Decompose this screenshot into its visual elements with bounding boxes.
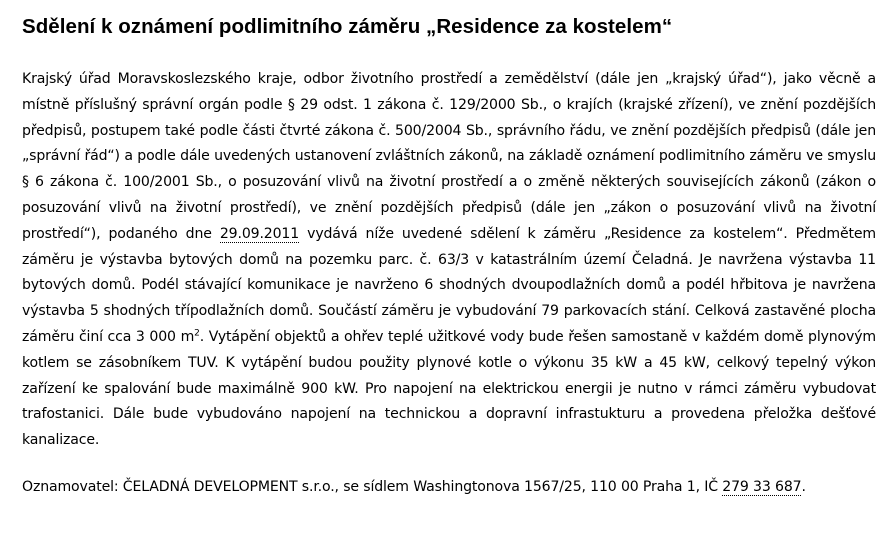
document-heading: Sdělení k oznámení podlimitního záměru „Residence za kostelem“ [22, 15, 673, 38]
submission-date: 29.09.2011 [219, 225, 300, 242]
notifier-end: . [801, 478, 806, 495]
paragraph-text-2: vydává níže uvedené sdělení k záměru „Residence za kostelem“. Předmětem záměru je výstavba bytových domů na pozemku parc. č. 63/3 v katastrálním území Čeladná. Je navržena výstavba 11 bytových domů. Podél stávající komunikace je navrženo 6 shodných dvoupodlažních domů a podél hřbitova je navržena výstavba 5 shodných třípodlažních domů. Součástí záměru je vybudování 79 parkovacích stání. Celková zastavěné plocha záměru činí cca 3 000 m [22, 225, 877, 345]
notifier-paragraph [22, 475, 876, 501]
notifier-text: Oznamovatel: ČELADNÁ DEVELOPMENT s.r.o., se sídlem Washingtonova 1567/25, 110 00 Praha 1, IČ [22, 478, 723, 495]
square-meter-superscript: 2 [194, 328, 200, 339]
document [22, 14, 876, 501]
paragraph-text-3: . Vytápění objektů a ohřev teplé užitkové vody bude řešen samostaně v každém domě plynovým kotlem se zásobníkem TUV. K vytápění budou použity plynové kotle o výkonu 35 kW a 45 kW, celkový tepelný výkon zařízení ke spalování bude maximálně 900 kW. Pro napojení na elektrickou energii je nutno v rámci záměru vybudovat trafostanici. Dále bude vybudováno napojení na technickou a dopravní infrastukturu a provedena přeložka dešťové kanalizace. [22, 328, 876, 449]
paragraph-text-1: Krajský úřad Moravskoslezského kraje, odbor životního prostředí a zemědělství (dále jen „krajský úřad“), jako věcně a místně příslušný správní orgán podle § 29 odst. 1 zákona č. 129/2000 Sb., o krajích (krajské zřízení), ve znění pozdějších předpisů, postupem také podle části čtvrté zákona č. 500/2004 Sb., správního řádu, ve znění pozdějších předpisů (dále jen „správní řád“) a podle dále uvedených ustanovení zvláštních zákonů, na základě oznámení podlimitního záměru ve smyslu § 6 zákona č. 100/2001 Sb., o posuzování vlivů na životní prostředí a o změně některých souvisejících zákonů (zákon o posuzování vlivů na životní prostředí), ve znění pozdějších předpisů (dále jen „zákon o posuzování vlivů na životní prostředí“), podaného dne [22, 71, 876, 242]
main-paragraph [22, 67, 876, 454]
company-id: 279 33 687 [722, 478, 802, 495]
